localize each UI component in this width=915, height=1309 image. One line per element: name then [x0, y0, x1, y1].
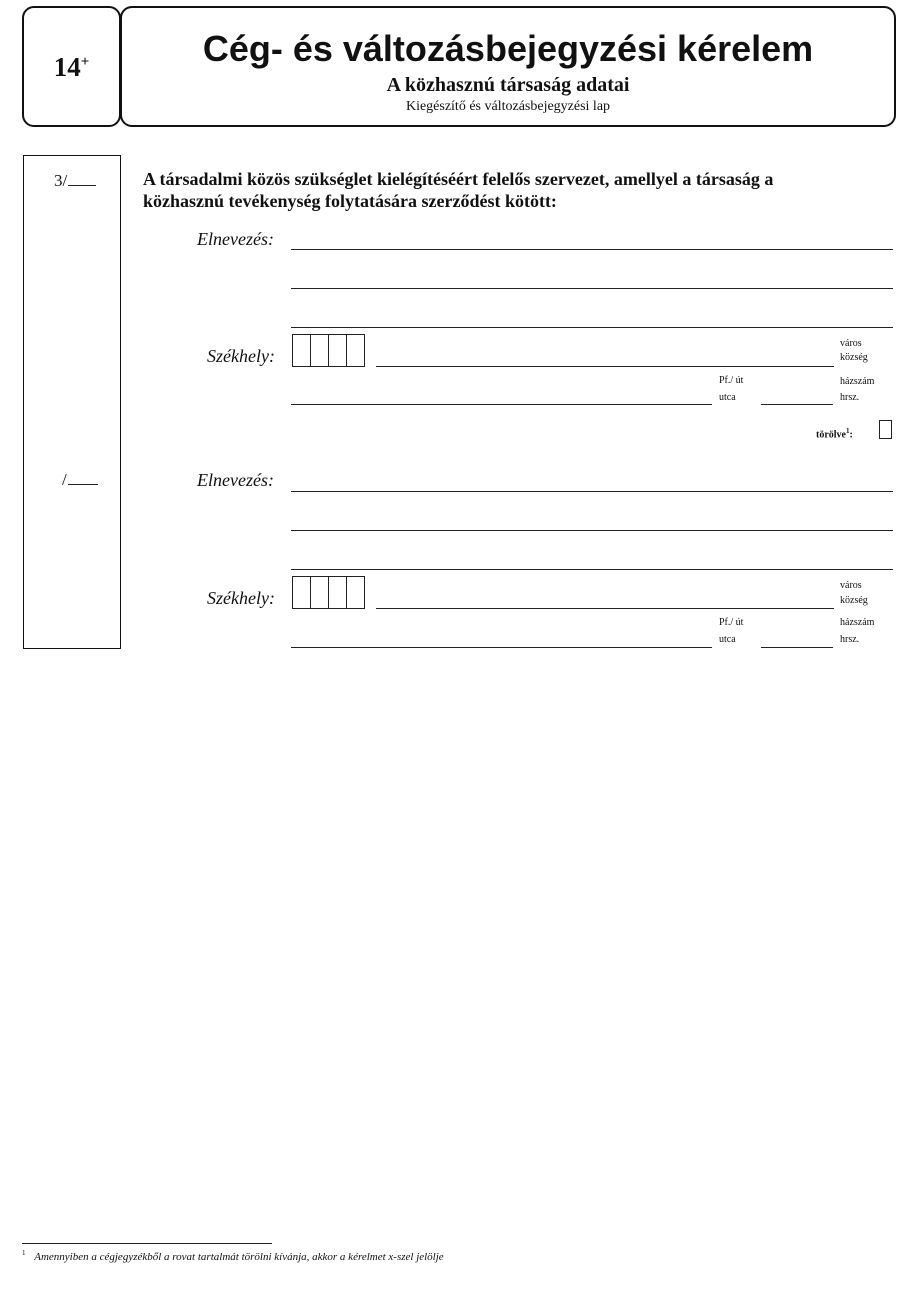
entry-2-postcode-digit-1[interactable]: [292, 576, 311, 609]
description-line-2: közhasznú tevékenység folytatására szerződést kötött:: [143, 191, 557, 211]
entry-1-seat-label: Székhely:: [207, 346, 275, 366]
entry-2-name-line-2[interactable]: [291, 530, 893, 531]
entry-2-city-line[interactable]: [376, 608, 834, 609]
entry-1-deleted-label: [816, 425, 853, 441]
entry-1-po-label: Pf./ út: [719, 375, 744, 386]
description-line-1: A társadalmi közös szükséglet kielégítéséért felelős szervezet, amellyel a társaság a: [143, 169, 774, 189]
title-box: [120, 6, 896, 127]
entry-1-city-line[interactable]: [376, 366, 834, 367]
entry-1-house-line[interactable]: [761, 404, 833, 405]
form-number-box: [22, 6, 121, 127]
entry-1-name-line-2[interactable]: [291, 288, 893, 289]
entry-1-village-label: község: [840, 352, 868, 363]
section-number-text: 3/: [54, 171, 68, 190]
footnote: [22, 1249, 444, 1263]
entry-1-house-label: házszám: [840, 376, 875, 387]
section-number-column: [23, 155, 121, 649]
entry-1-city-label: város: [840, 338, 862, 349]
second-number-text: /: [62, 470, 67, 489]
section-number: [54, 171, 96, 191]
entry-1-deleted-checkbox[interactable]: [879, 420, 892, 439]
entry-1-street-line[interactable]: [291, 404, 712, 405]
entry-1-name-label: Elnevezés:: [197, 229, 274, 249]
entry-2-seat-label: Székhely:: [207, 588, 275, 608]
form-number-sup: +: [80, 54, 90, 70]
deleted-label-sup: 1: [846, 427, 850, 435]
entry-2-name-line-1[interactable]: [291, 491, 893, 492]
page-title: Cég- és változásbejegyzési kérelem: [202, 28, 814, 69]
form-number-text: 14: [53, 52, 81, 82]
entry-2-lot-label: hrsz.: [840, 634, 860, 645]
entry-2-street-label: utca: [719, 634, 736, 645]
entry-1-lot-label: hrsz.: [840, 392, 860, 403]
entry-2-house-line[interactable]: [761, 647, 833, 648]
section-description: [143, 168, 903, 212]
entry-1-postcode-digit-1[interactable]: [292, 334, 311, 367]
form-number: [24, 52, 119, 83]
entry-2-postcode-digit-4[interactable]: [346, 576, 365, 609]
footnote-marker: 1: [22, 1249, 26, 1257]
entry-2-house-label: házszám: [840, 617, 875, 628]
entry-2-postcode-digit-2[interactable]: [310, 576, 329, 609]
entry-2-postcode-digit-3[interactable]: [328, 576, 347, 609]
entry-1-postcode-digit-3[interactable]: [328, 334, 347, 367]
entry-1-name-line-3[interactable]: [291, 327, 893, 328]
entry-2-city-label: város: [840, 580, 862, 591]
entry-1-postcode-digit-2[interactable]: [310, 334, 329, 367]
footnote-separator: [22, 1243, 272, 1244]
entry-2-street-line[interactable]: [291, 647, 712, 648]
entry-2-village-label: község: [840, 595, 868, 606]
second-number: [62, 470, 98, 490]
page-subtitle-2: Kiegészítő és változásbejegyzési lap: [405, 99, 611, 114]
page-subtitle: A közhasznú társaság adatai: [386, 74, 630, 96]
deleted-label-text: törölve: [816, 429, 846, 441]
deleted-label-colon: :: [849, 429, 853, 441]
entry-2-name-line-3[interactable]: [291, 569, 893, 570]
entry-1-name-line-1[interactable]: [291, 249, 893, 250]
entry-1-postcode-digit-4[interactable]: [346, 334, 365, 367]
footnote-text: Amennyiben a cégjegyzékből a rovat tartalmát törölni kívánja, akkor a kérelmet x-szel jelölje: [34, 1250, 444, 1263]
entry-1-street-label: utca: [719, 392, 736, 403]
entry-2-name-label: Elnevezés:: [197, 470, 274, 490]
entry-2-po-label: Pf./ út: [719, 617, 744, 628]
